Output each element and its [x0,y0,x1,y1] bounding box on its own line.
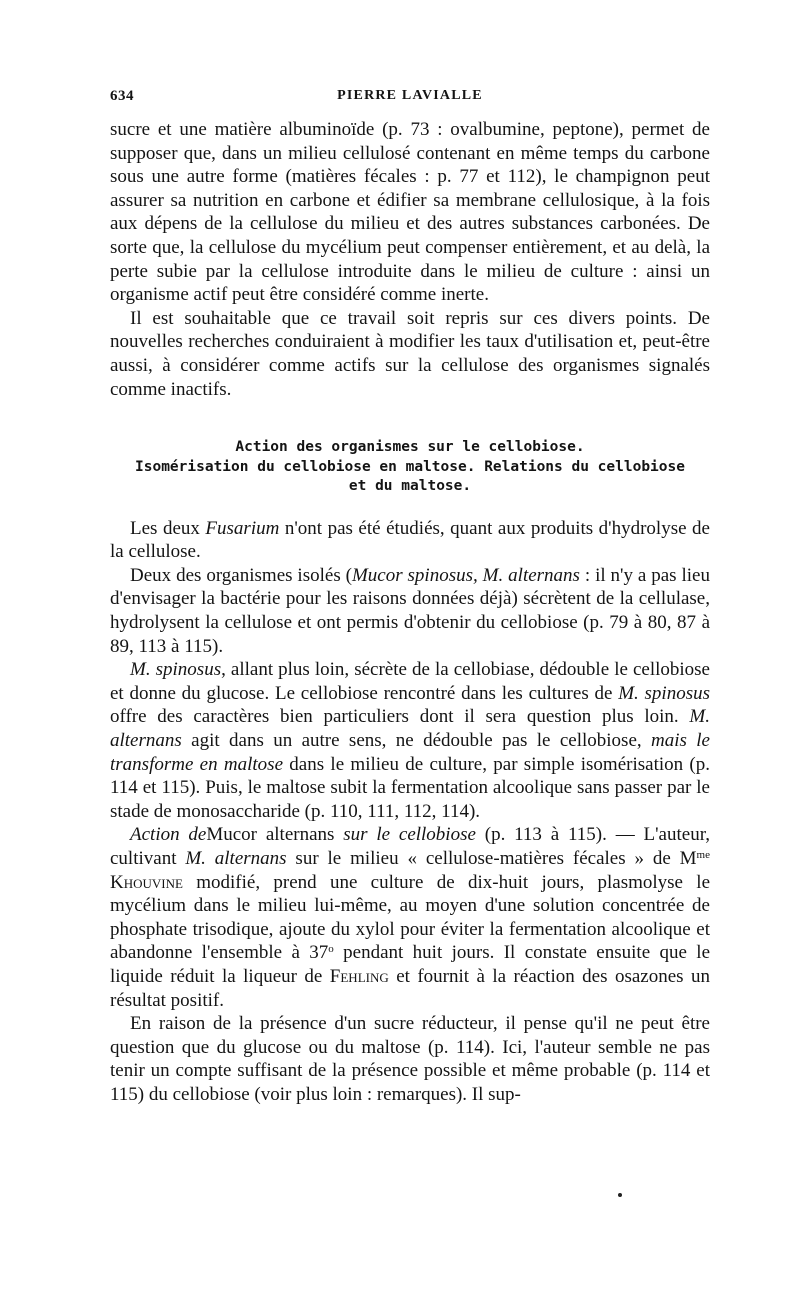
italic-term: M. spinosus [618,682,710,704]
text-run: , allant plus loin, sécrète de la cellobiase, dédouble le cellobiose et donne du glucose. Le cellobiose rencontré dans les cultures de [110,659,710,704]
page-header [110,88,710,110]
running-head-author: PIERRE LAVIALLE [337,88,483,103]
species-name: Mucor alternans [206,824,335,846]
section-heading-line-3: et du maltose. [348,478,472,495]
italic-term: M. spinosus [130,659,222,681]
text-run: (p. 113 à 115). — L'auteur, cultivant [110,824,711,869]
italic-term: Mucor spinosus, M. alternans [351,564,580,586]
section-heading [110,438,710,497]
text-run: dans le milieu de culture, par simple isomérisation (p. 114 et 115). Puis, le maltose subit la fermentation alcoolique sans passer par le stade de monosaccharide (p. 110, 111, 112, 114). [110,753,710,822]
paragraph-fusarium [110,517,710,564]
text-run: sur le milieu « cellulose-matières fécales » de M [286,847,697,869]
paragraph-recommendation: Il est souhaitable que ce travail soit repris sur ces divers points. De nouvelles recherches conduiraient à modifier les taux d'utilisation et, peut-être aussi, à considérer comme actifs sur la cellulose des organismes signalés comme inactifs. [110,307,710,400]
text-run: agit dans un autre sens, ne dédouble pas le cellobiose, [181,729,652,751]
spacer [110,401,710,438]
section-heading-line-1: Action des organismes sur le cellobiose. [235,439,585,456]
text-run: pendant huit jours. Il constate ensuite que le liquide réduit la liqueur de [110,942,711,987]
italic-term: Fusarium [205,517,280,539]
paragraph-action-mucor [110,823,710,1012]
author-name: Fehling [329,965,389,987]
paragraph-spinosus-alternans [110,658,710,823]
text-run: et fournit à la réaction des osazones un résultat positif. [110,965,710,1011]
print-speck [618,1193,622,1197]
italic-emphasis: mais le transforme en maltose [110,729,710,775]
superscript: me [696,848,710,861]
author-name: Khouvine [110,871,183,893]
paragraph-isolated-organisms [110,564,710,658]
text-run: n'ont pas été étudiés, quant aux produits d'hydrolyse de la cellulose. [110,517,710,563]
degree-sign: o [328,943,334,956]
italic-term: M. alternans [110,706,710,751]
text-run: Les deux [130,517,206,539]
section-heading-line-2: Isomérisation du cellobiose en maltose. Relations du cellobiose [135,458,685,475]
italic-term: M. alternans [185,847,287,869]
italic-subheading: sur le cellobiose [334,824,476,846]
spacer [110,497,710,517]
text-run: : il n'y a pas lieu d'envisager la bactérie pour les raisons données déjà) sécrètent de la cellulase, hydrolysent la cellulose et ont permis d'obtenir du cellobiose (p. 79 à 80, 87 à 89, 113 à 115). [110,564,710,657]
text-run: Deux des organismes isolés ( [130,564,352,586]
paragraph-reducing-sugar: En raison de la présence d'un sucre réducteur, il pense qu'il ne peut être question que du glucose ou du maltose (p. 114). Ici, l'auteur semble ne pas tenir un compte suffisant de la présence possible et même probable (p. 114 et 115) du cellobiose (voir plus loin : remarques). Il sup- [110,1013,710,1105]
page-number: 634 [110,88,134,104]
text-run: offre des caractères bien particuliers dont il sera question plus loin. [110,706,690,728]
text-run: modifié, prend une culture de dix-huit jours, plasmolyse le mycélium dans le milieu lui-même, au moyen d'une solution concentrée de phosphate trisodique, ajoute du xylol pour éviter la fermentation alcoolique et abandonne l'ensemble à 37 [110,871,710,964]
italic-subheading: Action de [130,824,207,846]
paragraph-continued: sucre et une matière albuminoïde (p. 73 : ovalbumine, peptone), permet de supposer que, dans un milieu cellulosé contenant en même temps du carbone sous une autre forme (matières fécales : p. 77 et 112), le champignon peut assurer sa nutrition en carbone et édifier sa membrane cellulosique, à la fois aux dépens de la cellulose du milieu et des autres substances carbonées. De sorte que, la cellulose du mycélium peut compenser entièrement, et au delà, la perte subie par la cellulose introduite dans le milieu de culture : ainsi un organisme actif peut être considéré comme inerte. [110,119,710,306]
body-text [110,118,710,1106]
